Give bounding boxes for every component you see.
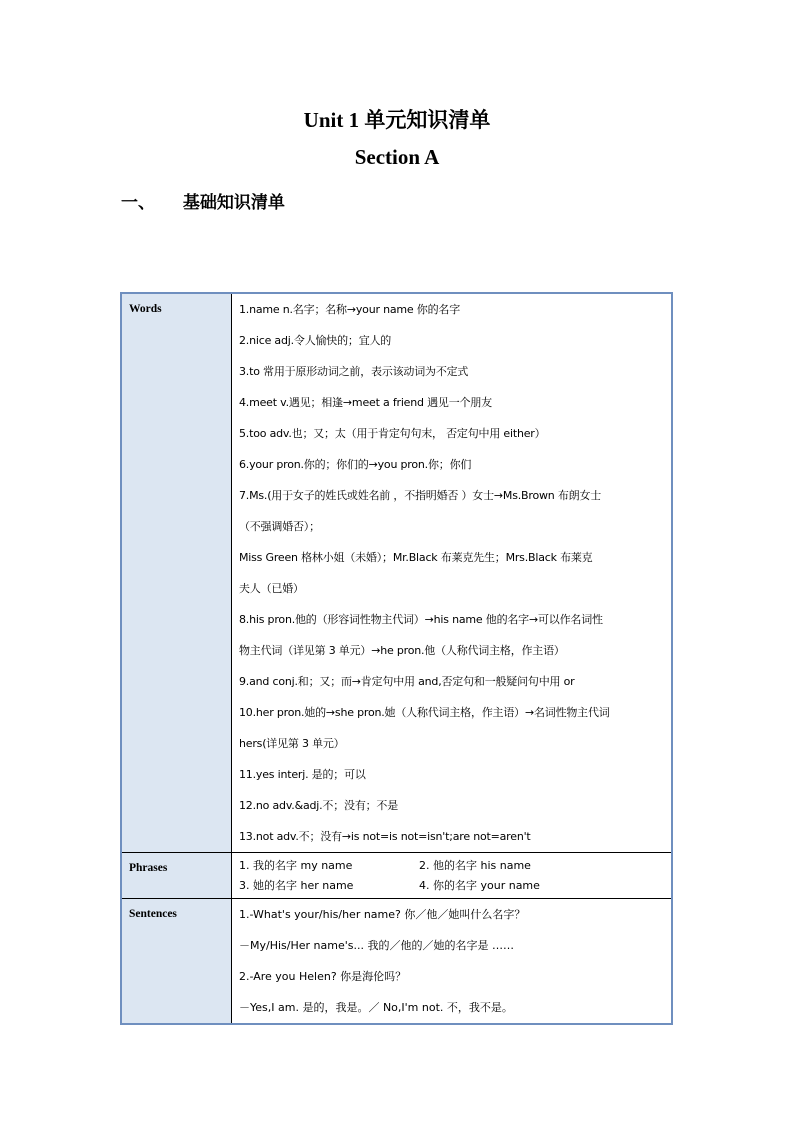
table-row-sentences xyxy=(121,899,672,1025)
section-heading-text: 基础知识清单 xyxy=(182,193,285,213)
row-label-words: Words xyxy=(121,293,232,853)
word-line: Miss Green 格林小姐（未婚）；Mr.Black 布莱克先生；Mrs.Black 布莱克 xyxy=(239,551,593,564)
word-line: 物主代词（详见第 3 单元）→he pron.他（人称代词主格，作主语） xyxy=(239,644,565,657)
table-row-words xyxy=(121,293,672,853)
word-line: 6.your pron.你的；你们的→you pron.你；你们 xyxy=(239,458,472,471)
sentence-line: 1.-What's your/his/her name? 你／他／她叫什么名字？ xyxy=(239,908,526,921)
phrases-content xyxy=(232,853,673,899)
word-line: 12.no adv.&adj.不；没有；不是 xyxy=(239,799,399,812)
knowledge-table xyxy=(120,292,673,1025)
document-title: Unit 1 单元知识清单 xyxy=(303,108,491,132)
word-line: 3.to 常用于原形动词之前，表示该动词为不定式 xyxy=(239,365,469,378)
word-line: 8.his pron.他的（形容词性物主代词）→his name 他的名字→可以作名词性 xyxy=(239,613,603,626)
row-label-phrases: Phrases xyxy=(121,853,232,899)
words-content xyxy=(232,293,673,853)
sentences-content xyxy=(232,899,673,1025)
section-heading-number: 一、 xyxy=(121,193,155,213)
phrase-item: 3. 她的名字 her name xyxy=(239,879,354,892)
word-line: 5.too adv.也；又；太（用于肯定句句末， 否定句中用 either） xyxy=(239,427,546,440)
phrase-item: 1. 我的名字 my name xyxy=(239,859,353,872)
word-line: 1.name n.名字；名称→your name 你的名字 xyxy=(239,303,460,316)
section-heading xyxy=(121,188,285,213)
word-line: 4.meet v.遇见；相逢→meet a friend 遇见一个朋友 xyxy=(239,396,492,409)
row-label-sentences: Sentences xyxy=(121,899,232,1025)
sentence-line: －Yes,I am. 是的，我是。／ No,I'm not. 不，我不是。 xyxy=(239,1001,513,1014)
sentence-line: －My/His/Her name's... 我的／他的／她的名字是 …… xyxy=(239,939,514,952)
word-line: 11.yes interj. 是的；可以 xyxy=(239,768,366,781)
word-line: 夫人（已婚） xyxy=(239,582,304,595)
word-line: 13.not adv.不；没有→is not=is not=isn't;are not=aren't xyxy=(239,830,531,843)
word-line: 9.and conj.和；又；而→肯定句中用 and,否定句和一般疑问句中用 or xyxy=(239,675,575,688)
phrase-item: 4. 你的名字 your name xyxy=(419,879,540,892)
table-row-phrases xyxy=(121,853,672,899)
sentence-line: 2.-Are you Helen? 你是海伦吗？ xyxy=(239,970,407,983)
word-line: 10.her pron.她的→she pron.她（人称代词主格，作主语）→名词性物主代词 xyxy=(239,706,610,719)
word-line: 2.nice adj.令人愉快的；宜人的 xyxy=(239,334,392,347)
word-line: （不强调婚否）； xyxy=(239,520,320,533)
word-line: 7.Ms.(用于女子的姓氏或姓名前 ，不指明婚否 ）女士→Ms.Brown 布朗女士 xyxy=(239,489,602,502)
word-line: hers(详见第 3 单元） xyxy=(239,737,345,750)
phrase-item: 2. 他的名字 his name xyxy=(419,859,531,872)
section-title: Section A xyxy=(354,145,440,169)
